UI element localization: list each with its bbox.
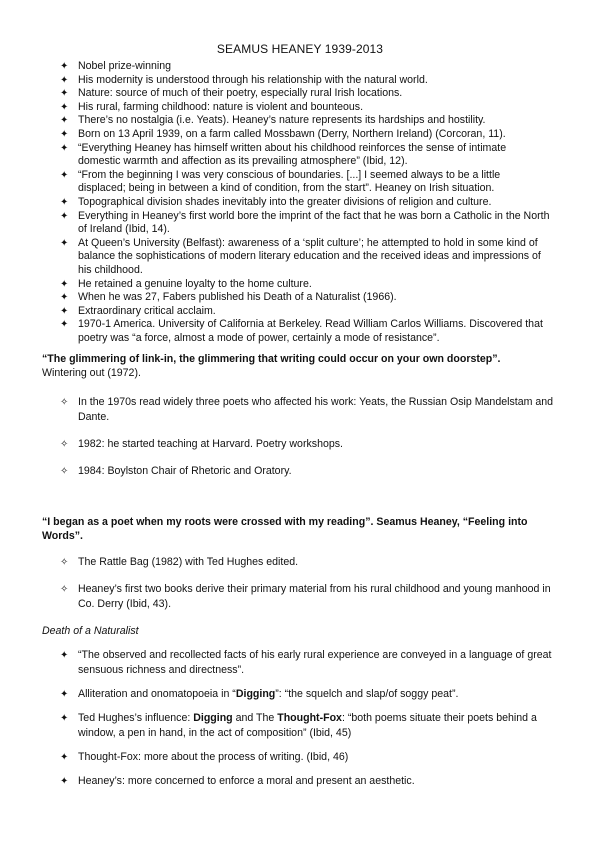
section-3-heading: Death of a Naturalist: [42, 625, 139, 637]
bullet-icon: ✦: [60, 169, 69, 181]
bullet-icon: ✦: [60, 278, 69, 290]
list-item: ✦ “Everything Heaney has himself written about his childhood reinforces the sense of intimate domestic warmth and affection as its prevailing atmosphere” (Ibid, 12).: [60, 141, 507, 168]
list-item: ✧ 1984: Boylston Chair of Rhetoric and Oratory.: [60, 465, 292, 477]
section-2-heading: [42, 515, 562, 543]
list-item: ✧ 1982: he started teaching at Harvard. Poetry workshops.: [60, 438, 343, 450]
bullet-icon: ✦: [60, 752, 69, 763]
section-1-source: Wintering out (1972).: [42, 367, 141, 379]
list-item: ✦ “The observed and recollected facts of his early rural experience are conveyed in a language of great sensuous richness and directness”.: [60, 649, 552, 676]
section-1-heading: [42, 352, 562, 380]
list-item: ✦ Nature: source of much of their poetry, especially rural Irish locations.: [60, 87, 403, 100]
document-title: SEAMUS HEANEY 1939-2013: [216, 42, 384, 56]
list-item: ✦ Everything in Heaney’s first world bore the imprint of the fact that he was born a Catholic in the North of Ireland (Ibid, 14).: [60, 209, 550, 236]
section-1-list: [60, 395, 560, 479]
section-2-list: [60, 555, 560, 612]
bullet-icon: ✦: [60, 305, 69, 317]
list-item: ✦ There’s no nostalgia (i.e. Yeats). Heaney’s nature represents its hardships and hostility.: [60, 114, 486, 127]
list-item: ✦ His rural, farming childhood: nature is violent and bounteous.: [60, 100, 364, 113]
list-item: ✦ Topographical division shades inevitably into the greater divisions of religion and culture.: [60, 195, 492, 208]
list-item: ✦ Alliteration and onomatopoeia in “Digging”: “the squelch and slap/of soggy peat”.: [60, 688, 459, 700]
bullet-icon: ✦: [60, 210, 69, 222]
list-item: ✦ 1970-1 America. University of California at Berkeley. Read William Carlos Williams. Discovered that poetry was “a force, almost a mode of power, certainly a mode of resistance”.: [60, 318, 543, 344]
bullet-icon: ✦: [60, 237, 69, 249]
bullet-icon: ✦: [60, 650, 69, 661]
bullet-icon: ✦: [60, 196, 69, 208]
list-item: ✦ Thought-Fox: more about the process of writing. (Ibid, 46): [60, 751, 349, 763]
hollow-bullet-icon: ✧: [60, 557, 69, 568]
list-item: ✦ “From the beginning I was very conscious of boundaries. [...] I seemed always to be a little displaced; being in between a kind of condition, from the start”. Heaney on Irish situation.: [60, 168, 501, 195]
list-item: ✧ In the 1970s read widely three poets who affected his work: Yeats, the Russian Osip Mandelstam and Dante.: [60, 396, 554, 423]
list-item: ✦ He retained a genuine loyalty to the home culture.: [60, 277, 312, 290]
bullet-icon: ✦: [60, 74, 69, 86]
bullet-icon: ✦: [60, 292, 69, 304]
bullet-icon: ✦: [60, 101, 69, 113]
list-item: ✦ When he was 27, Fabers published his Death of a Naturalist (1966).: [60, 291, 397, 304]
bullet-icon: ✦: [60, 713, 69, 724]
list-item: ✦ Heaney’s: more concerned to enforce a moral and present an aesthetic.: [60, 775, 415, 787]
bullet-icon: ✦: [60, 142, 69, 154]
section-1-quote: “The glimmering of link-in, the glimmering that writing could occur on your own doorstep”.: [42, 353, 501, 365]
section-3-list: [60, 648, 560, 789]
list-item: ✧ Heaney’s first two books derive their primary material from his rural childhood and young manhood in Co. Derry (Ibid, 43).: [60, 583, 551, 610]
hollow-bullet-icon: ✧: [60, 584, 69, 595]
list-item: ✦ Born on 13 April 1939, on a farm called Mossbawn (Derry, Northern Ireland) (Corcoran, 11).: [60, 127, 506, 140]
facts-list: [60, 60, 550, 345]
hollow-bullet-icon: ✧: [60, 397, 69, 408]
list-item: ✦ Extraordinary critical acclaim.: [60, 304, 216, 317]
list-item: ✦ At Queen’s University (Belfast): awareness of a ‘split culture’; he attempted to hold in some kind of balance the sophistications of modern literary education and the received ideas and impressions of his childhood.: [60, 236, 541, 276]
hollow-bullet-icon: ✧: [60, 466, 69, 477]
bullet-icon: ✦: [60, 61, 69, 72]
hollow-bullet-icon: ✧: [60, 439, 69, 450]
bullet-icon: ✦: [60, 689, 69, 700]
section-2-quote: “I began as a poet when my roots were crossed with my reading”. Seamus Heaney, “Feeling into Words”.: [42, 516, 528, 542]
list-item: ✦ His modernity is understood through his relationship with the natural world.: [60, 73, 428, 86]
bullet-icon: ✦: [60, 128, 69, 140]
bullet-icon: ✦: [60, 319, 69, 331]
bullet-icon: ✦: [60, 115, 69, 127]
list-item: ✦ Ted Hughes’s influence: Digging and The Thought-Fox: “both poems situate their poets behind a window, a pen in hand, in the act of composition” (Ibid, 45): [60, 712, 537, 739]
list-item: ✦ Nobel prize-winning: [60, 60, 172, 72]
bullet-icon: ✦: [60, 88, 69, 100]
list-item: ✧ The Rattle Bag (1982) with Ted Hughes edited.: [60, 556, 299, 568]
bullet-icon: ✦: [60, 776, 69, 787]
